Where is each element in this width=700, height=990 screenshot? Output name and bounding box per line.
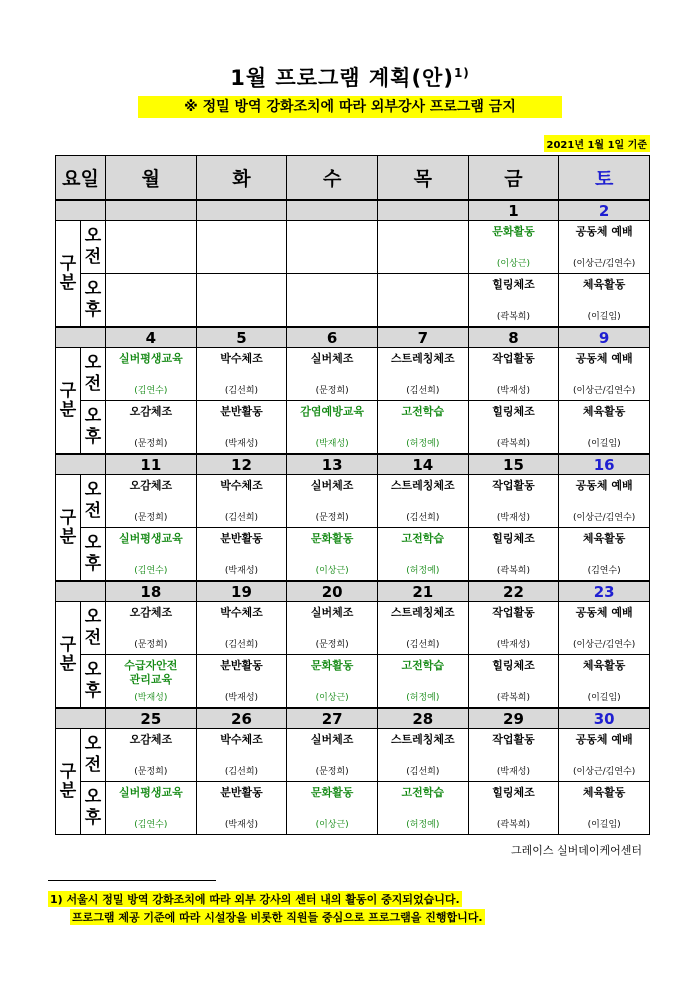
activity-cell bbox=[377, 274, 468, 328]
date-row bbox=[56, 200, 650, 221]
instructor-name: (이상근) bbox=[315, 693, 349, 703]
activity-cell bbox=[377, 782, 468, 835]
activity-name: 수급자안전 관리교육 bbox=[124, 659, 178, 686]
activity-cell bbox=[377, 348, 468, 401]
instructor-name: (이상근/김연수) bbox=[573, 259, 636, 269]
date-row-label bbox=[56, 708, 106, 729]
instructor-name: (김선희) bbox=[224, 386, 259, 396]
instructor-name: (김선희) bbox=[224, 640, 259, 650]
activity-name: 실버체조 bbox=[310, 352, 354, 365]
instructor-name: (이길임) bbox=[587, 693, 621, 703]
instructor-name: (문정희) bbox=[134, 640, 168, 650]
activity-name: 문화활동 bbox=[492, 225, 535, 238]
am-label: 오 전 bbox=[81, 348, 106, 401]
activity-cell bbox=[559, 274, 650, 328]
activity-name: 힐링체조 bbox=[492, 659, 535, 672]
date-cell: 21 bbox=[377, 581, 468, 602]
instructor-name: (박재성) bbox=[224, 566, 259, 576]
am-row bbox=[56, 602, 650, 655]
notice-subtitle: ※ 정밀 방역 강화조치에 따라 외부강사 프로그램 금지 bbox=[138, 96, 562, 118]
pm-label: 오 후 bbox=[81, 401, 106, 455]
activity-cell bbox=[287, 274, 378, 328]
activity-name: 작업활동 bbox=[492, 352, 535, 365]
activity-cell bbox=[468, 729, 559, 782]
activity-cell bbox=[106, 729, 197, 782]
activity-cell bbox=[377, 475, 468, 528]
am-row bbox=[56, 348, 650, 401]
instructor-name: (문정희) bbox=[134, 513, 168, 523]
activity-name: 문화활동 bbox=[310, 532, 354, 545]
activity-name: 스트레칭체조 bbox=[390, 352, 455, 365]
date-cell: 23 bbox=[559, 581, 650, 602]
activity-name: 공동체 예배 bbox=[575, 225, 633, 238]
activity-name: 분반활동 bbox=[220, 405, 263, 418]
activity-cell bbox=[559, 655, 650, 709]
header-fri: 금 bbox=[468, 156, 559, 201]
instructor-name: (이상근/김연수) bbox=[573, 767, 636, 777]
instructor-name: (이상근) bbox=[315, 820, 349, 830]
date-cell: 9 bbox=[559, 327, 650, 348]
activity-cell bbox=[468, 602, 559, 655]
date-cell: 7 bbox=[377, 327, 468, 348]
instructor-name: (김선희) bbox=[406, 386, 440, 396]
activity-name: 실버평생교육 bbox=[118, 786, 183, 799]
date-cell: 11 bbox=[106, 454, 197, 475]
gubun-label: 구 분 bbox=[56, 348, 81, 455]
date-cell: 28 bbox=[377, 708, 468, 729]
date-cell: 5 bbox=[196, 327, 287, 348]
activity-name: 박수체조 bbox=[220, 352, 263, 365]
title-text: 1월 프로그램 계획(안) bbox=[230, 66, 454, 90]
date-cell: 29 bbox=[468, 708, 559, 729]
instructor-name: (허정예) bbox=[406, 439, 440, 449]
activity-cell bbox=[106, 782, 197, 835]
activity-cell bbox=[468, 348, 559, 401]
date-cell: 30 bbox=[559, 708, 650, 729]
instructor-name: (박재성) bbox=[496, 640, 530, 650]
activity-name: 공동체 예배 bbox=[575, 352, 633, 365]
activity-cell bbox=[196, 655, 287, 709]
gubun-label: 구 분 bbox=[56, 475, 81, 582]
header-day: 요일 bbox=[56, 156, 106, 201]
instructor-name: (문정희) bbox=[315, 767, 349, 777]
activity-name: 박수체조 bbox=[220, 606, 263, 619]
activity-cell bbox=[196, 274, 287, 328]
activity-cell bbox=[468, 475, 559, 528]
instructor-name: (이길임) bbox=[587, 820, 621, 830]
activity-name: 체육활동 bbox=[582, 532, 626, 545]
activity-name: 체육활동 bbox=[582, 278, 626, 291]
activity-cell bbox=[287, 655, 378, 709]
activity-name: 작업활동 bbox=[492, 479, 535, 492]
activity-cell bbox=[196, 401, 287, 455]
instructor-name: (허정예) bbox=[406, 566, 440, 576]
activity-cell bbox=[287, 348, 378, 401]
activity-name: 고전학습 bbox=[401, 659, 445, 672]
activity-cell bbox=[559, 782, 650, 835]
instructor-name: (이상근/김연수) bbox=[573, 386, 636, 396]
date-cell: 27 bbox=[287, 708, 378, 729]
pm-label: 오 후 bbox=[81, 782, 106, 835]
footnote-line-2: 프로그램 제공 기준에 따라 시설장을 비롯한 직원들 중심으로 프로그램을 진행합니다. bbox=[72, 911, 483, 924]
activity-cell bbox=[559, 348, 650, 401]
activity-name: 공동체 예배 bbox=[575, 606, 633, 619]
activity-cell bbox=[106, 655, 197, 709]
date-cell: 8 bbox=[468, 327, 559, 348]
activity-name: 작업활동 bbox=[492, 606, 535, 619]
pm-row bbox=[56, 401, 650, 455]
activity-name: 체육활동 bbox=[582, 786, 626, 799]
instructor-name: (곽복희) bbox=[496, 439, 530, 449]
date-cell bbox=[287, 200, 378, 221]
activity-cell bbox=[559, 221, 650, 274]
activity-cell bbox=[106, 401, 197, 455]
activity-name: 실버체조 bbox=[310, 733, 354, 746]
date-cell: 18 bbox=[106, 581, 197, 602]
activity-cell bbox=[287, 729, 378, 782]
organization-name: 그레이스 실버데이케어센터 bbox=[510, 844, 642, 857]
activity-cell bbox=[377, 221, 468, 274]
date-row-label bbox=[56, 200, 106, 221]
instructor-name: (곽복희) bbox=[496, 312, 530, 322]
date-cell: 4 bbox=[106, 327, 197, 348]
activity-cell bbox=[287, 602, 378, 655]
activity-name: 오감체조 bbox=[129, 479, 173, 492]
activity-cell bbox=[468, 655, 559, 709]
activity-cell bbox=[196, 348, 287, 401]
activity-cell bbox=[468, 274, 559, 328]
gubun-label: 구 분 bbox=[56, 602, 81, 709]
activity-cell bbox=[196, 221, 287, 274]
date-cell: 19 bbox=[196, 581, 287, 602]
activity-name: 박수체조 bbox=[220, 733, 263, 746]
instructor-name: (박재성) bbox=[496, 386, 530, 396]
activity-cell bbox=[287, 221, 378, 274]
activity-name: 힐링체조 bbox=[492, 278, 535, 291]
activity-name: 문화활동 bbox=[310, 659, 354, 672]
activity-cell bbox=[196, 729, 287, 782]
instructor-name: (문정희) bbox=[315, 513, 349, 523]
activity-cell bbox=[559, 602, 650, 655]
instructor-name: (이상근/김연수) bbox=[573, 640, 636, 650]
activity-name: 체육활동 bbox=[582, 659, 626, 672]
activity-cell bbox=[106, 348, 197, 401]
instructor-name: (이상근) bbox=[496, 259, 530, 269]
activity-cell bbox=[287, 475, 378, 528]
am-row bbox=[56, 221, 650, 274]
date-cell bbox=[196, 200, 287, 221]
date-row-label bbox=[56, 327, 106, 348]
date-cell: 15 bbox=[468, 454, 559, 475]
activity-name: 문화활동 bbox=[310, 786, 354, 799]
activity-name: 감염예방교육 bbox=[300, 405, 365, 418]
activity-name: 공동체 예배 bbox=[575, 479, 633, 492]
activity-name: 공동체 예배 bbox=[575, 733, 633, 746]
activity-cell bbox=[377, 729, 468, 782]
title-footnote-mark: 1) bbox=[453, 66, 470, 80]
date-cell bbox=[106, 200, 197, 221]
date-cell: 13 bbox=[287, 454, 378, 475]
instructor-name: (박재성) bbox=[224, 693, 259, 703]
instructor-name: (박재성) bbox=[224, 439, 259, 449]
activity-cell bbox=[106, 475, 197, 528]
instructor-name: (박재성) bbox=[496, 513, 530, 523]
activity-name: 박수체조 bbox=[220, 479, 263, 492]
instructor-name: (김선희) bbox=[224, 767, 259, 777]
date-cell: 14 bbox=[377, 454, 468, 475]
schedule-table bbox=[55, 155, 650, 835]
activity-cell bbox=[196, 602, 287, 655]
activity-name: 분반활동 bbox=[220, 659, 263, 672]
date-cell: 6 bbox=[287, 327, 378, 348]
header-thu: 목 bbox=[377, 156, 468, 201]
instructor-name: (김선희) bbox=[406, 767, 440, 777]
activity-name: 힐링체조 bbox=[492, 405, 535, 418]
activity-cell bbox=[377, 655, 468, 709]
activity-cell bbox=[559, 528, 650, 582]
instructor-name: (박재성) bbox=[224, 820, 259, 830]
pm-row bbox=[56, 782, 650, 835]
activity-cell bbox=[468, 221, 559, 274]
instructor-name: (문정희) bbox=[315, 640, 349, 650]
footnote-divider bbox=[48, 880, 216, 881]
date-row bbox=[56, 708, 650, 729]
activity-cell bbox=[196, 528, 287, 582]
activity-name: 스트레칭체조 bbox=[390, 733, 455, 746]
gubun-label: 구 분 bbox=[56, 221, 81, 328]
pm-row bbox=[56, 655, 650, 709]
date-cell bbox=[377, 200, 468, 221]
am-label: 오 전 bbox=[81, 729, 106, 782]
activity-name: 실버평생교육 bbox=[118, 352, 183, 365]
date-row bbox=[56, 454, 650, 475]
am-label: 오 전 bbox=[81, 475, 106, 528]
activity-cell bbox=[287, 782, 378, 835]
instructor-name: (김선희) bbox=[406, 640, 440, 650]
activity-name: 힐링체조 bbox=[492, 786, 535, 799]
activity-name: 분반활동 bbox=[220, 532, 263, 545]
instructor-name: (김연수) bbox=[134, 566, 168, 576]
activity-cell bbox=[377, 528, 468, 582]
am-label: 오 전 bbox=[81, 221, 106, 274]
activity-name: 고전학습 bbox=[401, 786, 445, 799]
instructor-name: (박재성) bbox=[496, 767, 530, 777]
activity-cell bbox=[559, 729, 650, 782]
instructor-name: (김선희) bbox=[224, 513, 259, 523]
activity-name: 스트레칭체조 bbox=[390, 479, 455, 492]
instructor-name: (김연수) bbox=[134, 386, 168, 396]
instructor-name: (문정희) bbox=[134, 767, 168, 777]
page-title bbox=[0, 62, 700, 92]
pm-label: 오 후 bbox=[81, 528, 106, 582]
activity-name: 고전학습 bbox=[401, 532, 445, 545]
date-row-label bbox=[56, 581, 106, 602]
activity-cell bbox=[468, 528, 559, 582]
pm-label: 오 후 bbox=[81, 655, 106, 709]
am-row bbox=[56, 729, 650, 782]
gubun-label: 구 분 bbox=[56, 729, 81, 835]
activity-name: 힐링체조 bbox=[492, 532, 535, 545]
activity-name: 고전학습 bbox=[401, 405, 445, 418]
activity-name: 실버체조 bbox=[310, 479, 354, 492]
instructor-name: (김연수) bbox=[587, 566, 621, 576]
activity-cell bbox=[106, 274, 197, 328]
activity-name: 스트레칭체조 bbox=[390, 606, 455, 619]
activity-name: 실버체조 bbox=[310, 606, 354, 619]
instructor-name: (이상근) bbox=[315, 566, 349, 576]
pm-label: 오 후 bbox=[81, 274, 106, 328]
instructor-name: (곽복희) bbox=[496, 693, 530, 703]
instructor-name: (김선희) bbox=[406, 513, 440, 523]
activity-name: 오감체조 bbox=[129, 606, 173, 619]
date-cell: 16 bbox=[559, 454, 650, 475]
activity-cell bbox=[106, 221, 197, 274]
instructor-name: (곽복희) bbox=[496, 820, 530, 830]
header-mon: 월 bbox=[106, 156, 197, 201]
date-row-label bbox=[56, 454, 106, 475]
activity-name: 작업활동 bbox=[492, 733, 535, 746]
activity-name: 오감체조 bbox=[129, 733, 173, 746]
header-wed: 수 bbox=[287, 156, 378, 201]
instructor-name: (이길임) bbox=[587, 439, 621, 449]
activity-cell bbox=[196, 782, 287, 835]
date-cell: 1 bbox=[468, 200, 559, 221]
date-cell: 20 bbox=[287, 581, 378, 602]
pm-row bbox=[56, 274, 650, 328]
am-label: 오 전 bbox=[81, 602, 106, 655]
date-cell: 22 bbox=[468, 581, 559, 602]
activity-cell bbox=[377, 401, 468, 455]
activity-cell bbox=[559, 475, 650, 528]
activity-cell bbox=[377, 602, 468, 655]
activity-cell bbox=[559, 401, 650, 455]
instructor-name: (박재성) bbox=[315, 439, 349, 449]
activity-name: 체육활동 bbox=[582, 405, 626, 418]
header-row bbox=[56, 156, 650, 201]
instructor-name: (허정예) bbox=[406, 693, 440, 703]
activity-cell bbox=[468, 782, 559, 835]
activity-cell bbox=[196, 475, 287, 528]
date-cell: 12 bbox=[196, 454, 287, 475]
activity-name: 실버평생교육 bbox=[118, 532, 183, 545]
activity-cell bbox=[468, 401, 559, 455]
activity-cell bbox=[287, 401, 378, 455]
footnote-line-1: 1) 서울시 정밀 방역 강화조치에 따라 외부 강사의 센터 내의 활동이 중지되었습니다. bbox=[50, 893, 460, 906]
instructor-name: (박재성) bbox=[134, 693, 168, 703]
activity-cell bbox=[106, 602, 197, 655]
instructor-name: (김연수) bbox=[134, 820, 168, 830]
date-cell: 25 bbox=[106, 708, 197, 729]
instructor-name: (곽복희) bbox=[496, 566, 530, 576]
date-cell: 2 bbox=[559, 200, 650, 221]
am-row bbox=[56, 475, 650, 528]
activity-cell bbox=[287, 528, 378, 582]
instructor-name: (문정희) bbox=[315, 386, 349, 396]
activity-name: 분반활동 bbox=[220, 786, 263, 799]
activity-name: 오감체조 bbox=[129, 405, 173, 418]
date-row bbox=[56, 581, 650, 602]
date-basis: 2021년 1월 1일 기준 bbox=[544, 135, 651, 152]
date-row bbox=[56, 327, 650, 348]
activity-cell bbox=[106, 528, 197, 582]
header-sat: 토 bbox=[559, 156, 650, 201]
instructor-name: (이상근/김연수) bbox=[573, 513, 636, 523]
instructor-name: (문정희) bbox=[134, 439, 168, 449]
instructor-name: (허정예) bbox=[406, 820, 440, 830]
pm-row bbox=[56, 528, 650, 582]
instructor-name: (이길임) bbox=[587, 312, 621, 322]
date-cell: 26 bbox=[196, 708, 287, 729]
header-tue: 화 bbox=[196, 156, 287, 201]
